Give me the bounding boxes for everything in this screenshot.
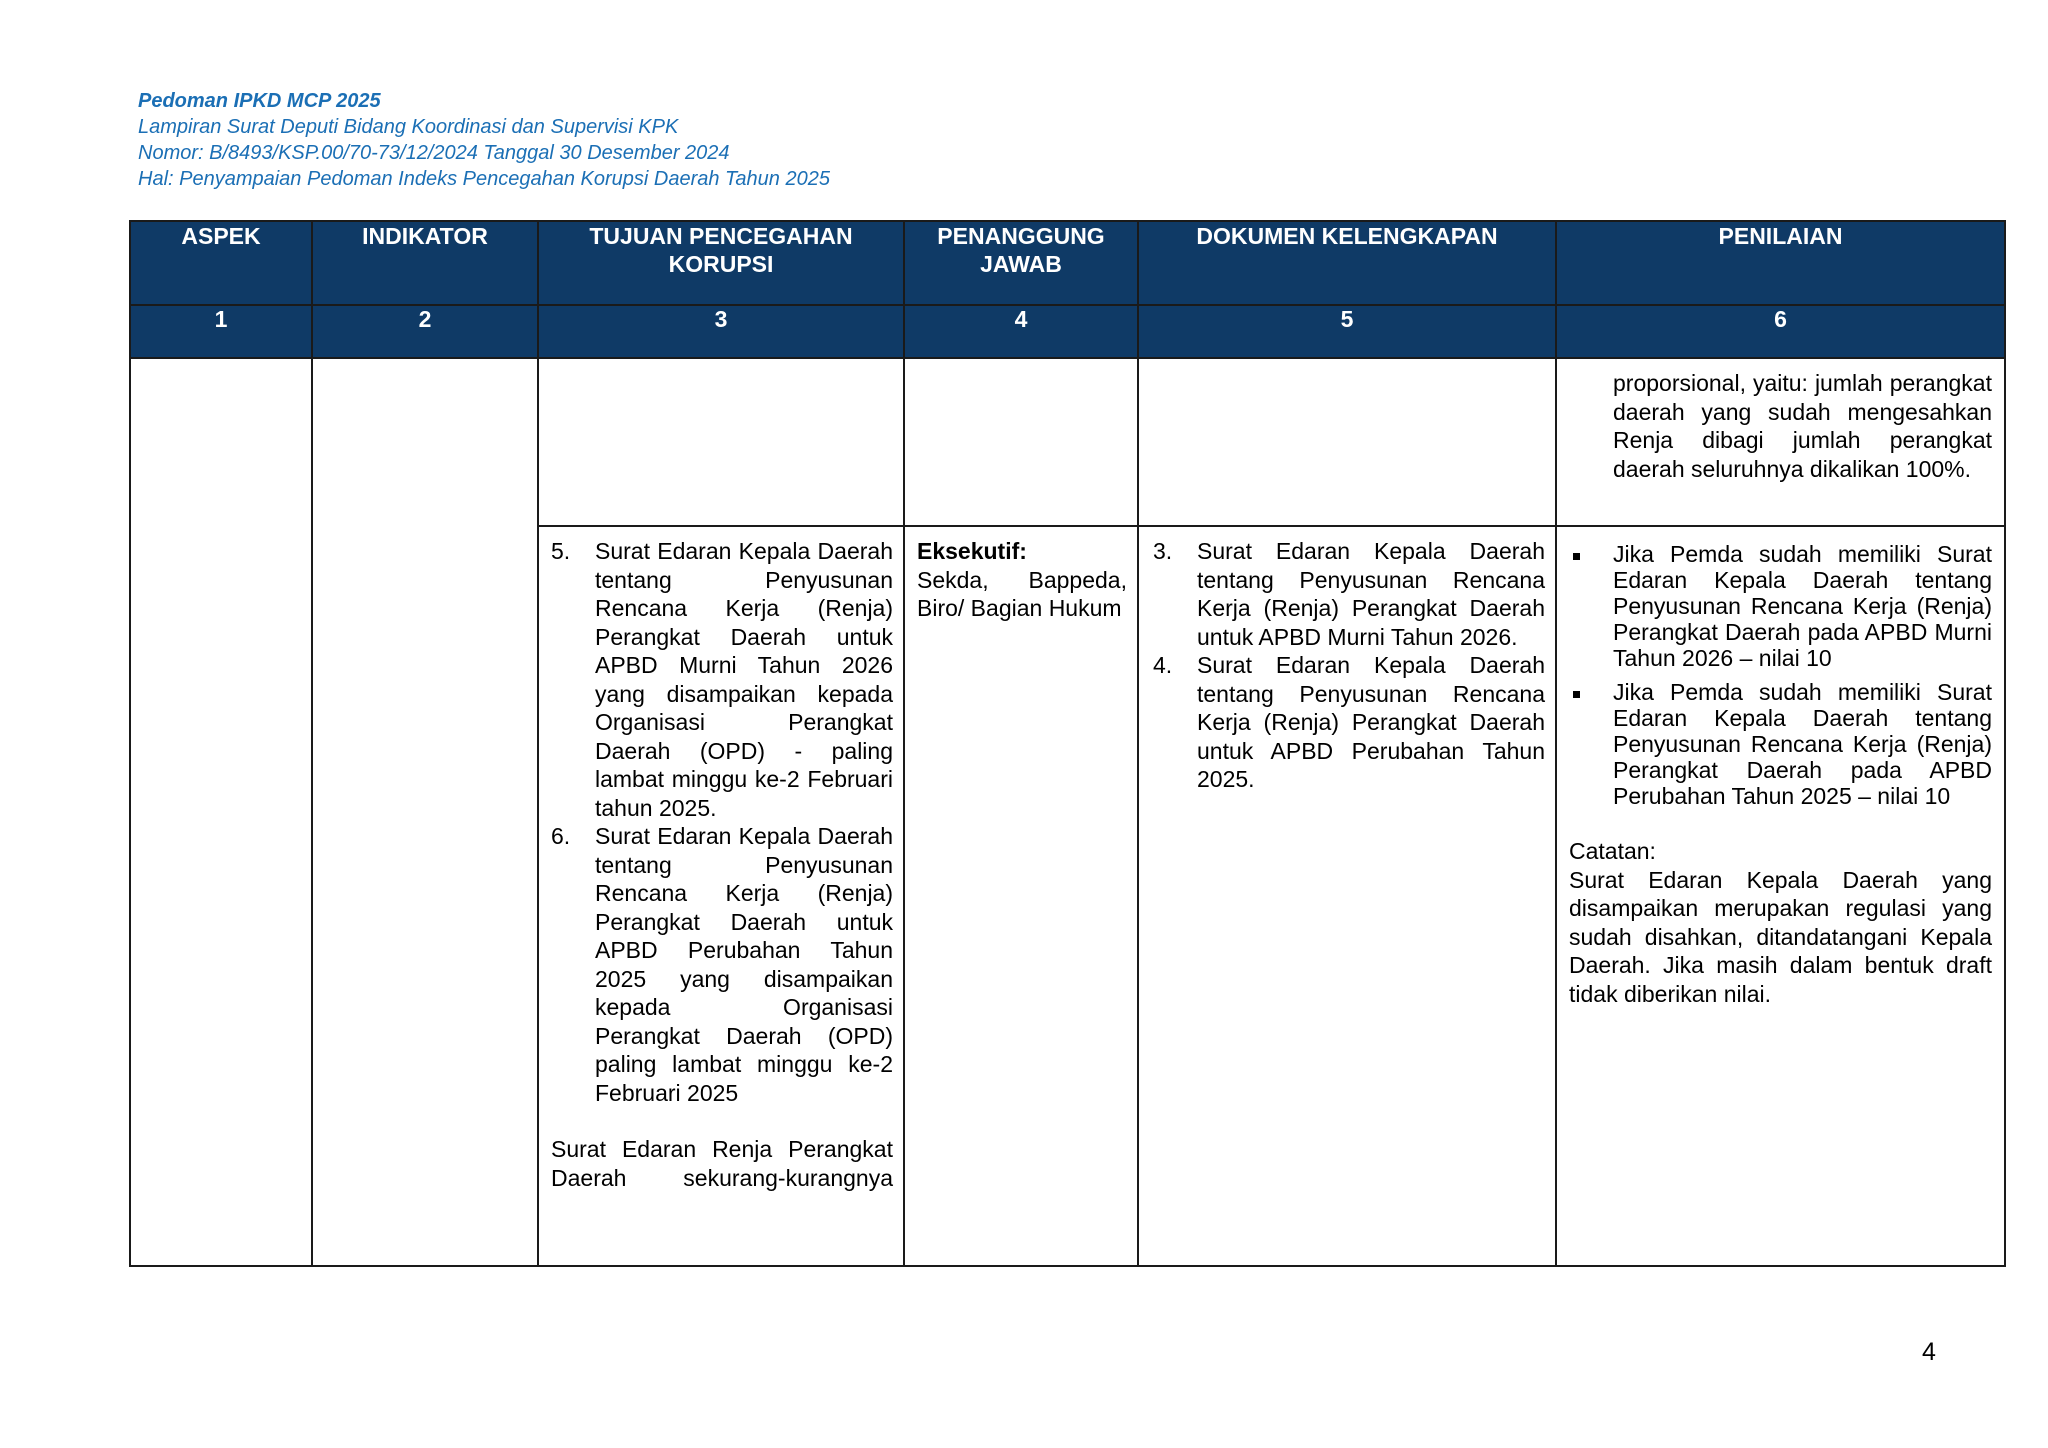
table-row bbox=[130, 358, 2005, 526]
tujuan-list bbox=[551, 537, 893, 1107]
penilaian-list bbox=[1569, 541, 1992, 809]
penanggung-label: Eksekutif: bbox=[917, 538, 1027, 564]
column-number-4: 4 bbox=[904, 305, 1138, 358]
column-number-5: 5 bbox=[1138, 305, 1556, 358]
list-item-text: Jika Pemda sudah memiliki Surat Edaran Kepala Daerah tentang Penyusunan Rencana Kerja (Renja) Perangkat Daerah pada APBD Perubahan Tahun 2025 – nilai 10 bbox=[1613, 679, 1992, 809]
list-item-number: 4. bbox=[1153, 652, 1173, 678]
dokumen-list bbox=[1153, 537, 1545, 794]
list-item-number: 6. bbox=[551, 823, 571, 849]
cell-tujuan bbox=[538, 526, 904, 1266]
list-item bbox=[551, 537, 893, 822]
list-item bbox=[551, 822, 893, 1107]
cell-tujuan-empty bbox=[538, 358, 904, 526]
cell-penanggung-empty bbox=[904, 358, 1138, 526]
page-number: 4 bbox=[1922, 1338, 1936, 1366]
column-header-tujuan: TUJUAN PENCEGAHAN KORUPSI bbox=[538, 221, 904, 305]
document-title: Pedoman IPKD MCP 2025 bbox=[138, 90, 381, 112]
column-header-penilaian: PENILAIAN bbox=[1556, 221, 2005, 305]
square-bullet-icon bbox=[1573, 553, 1580, 560]
header-line-nomor: Nomor: B/8493/KSP.00/70-73/12/2024 Tanggal 30 Desember 2024 bbox=[138, 142, 730, 164]
cell-dokumen-empty bbox=[1138, 358, 1556, 526]
penanggung-text: Sekda, Bappeda, Biro/ Bagian Hukum bbox=[917, 566, 1127, 621]
column-number-3: 3 bbox=[538, 305, 904, 358]
assessment-table bbox=[129, 220, 2006, 1267]
table-header-row bbox=[130, 221, 2005, 305]
list-item-number: 3. bbox=[1153, 538, 1173, 564]
list-item bbox=[1569, 541, 1992, 671]
column-number-6: 6 bbox=[1556, 305, 2005, 358]
column-number-2: 2 bbox=[312, 305, 538, 358]
column-header-dokumen: DOKUMEN KELENGKAPAN bbox=[1138, 221, 1556, 305]
list-item-number: 5. bbox=[551, 538, 571, 564]
cell-penanggung-jawab bbox=[904, 526, 1138, 1266]
header-line-hal: Hal: Penyampaian Pedoman Indeks Pencegahan Korupsi Daerah Tahun 2025 bbox=[138, 168, 830, 190]
square-bullet-icon bbox=[1573, 691, 1580, 698]
list-item bbox=[1569, 679, 1992, 809]
cell-indikator bbox=[312, 358, 538, 1266]
list-item-text: Surat Edaran Kepala Daerah tentang Penyusunan Rencana Kerja (Renja) Perangkat Daerah untuk APBD Perubahan Tahun 2025 yang disampaikan kepada Organisasi Perangkat Daerah (OPD) paling lambat minggu ke-2 Februari 2025 bbox=[595, 823, 893, 1106]
column-number-1: 1 bbox=[130, 305, 312, 358]
list-item bbox=[1153, 651, 1545, 794]
cell-aspek bbox=[130, 358, 312, 1266]
cell-penilaian bbox=[1556, 526, 2005, 1266]
tujuan-note: Surat Edaran Renja Perangkat Daerah sekurang-kurangnya bbox=[551, 1136, 893, 1191]
penilaian-continued-paragraph: proporsional, yaitu: jumlah perangkat daerah yang sudah mengesahkan Renja dibagi jumlah perangkat daerah seluruhnya dikalikan 100%. bbox=[1613, 370, 1992, 482]
list-item-text: Jika Pemda sudah memiliki Surat Edaran Kepala Daerah tentang Penyusunan Rencana Kerja (Renja) Perangkat Daerah pada APBD Murni Tahun 2026 – nilai 10 bbox=[1613, 541, 1992, 671]
catatan-label: Catatan: bbox=[1569, 838, 1656, 864]
catatan-text: Surat Edaran Kepala Daerah yang disampaikan merupakan regulasi yang sudah disahkan, ditandatangani Kepala Daerah. Jika masih dalam bentuk draft tidak diberikan nilai. bbox=[1569, 866, 1992, 1007]
table-number-row bbox=[130, 305, 2005, 358]
document-header bbox=[138, 88, 830, 192]
list-item-text: Surat Edaran Kepala Daerah tentang Penyusunan Rencana Kerja (Renja) Perangkat Daerah untuk APBD Murni Tahun 2026. bbox=[1197, 538, 1545, 650]
list-item-text: Surat Edaran Kepala Daerah tentang Penyusunan Rencana Kerja (Renja) Perangkat Daerah untuk APBD Perubahan Tahun 2025. bbox=[1197, 652, 1545, 792]
column-header-penanggung-jawab: PENANGGUNG JAWAB bbox=[904, 221, 1138, 305]
list-item-text: Surat Edaran Kepala Daerah tentang Penyusunan Rencana Kerja (Renja) Perangkat Daerah untuk APBD Murni Tahun 2026 yang disampaikan kepada Organisasi Perangkat Daerah (OPD) - paling lambat minggu ke-2 Februari tahun 2025. bbox=[595, 538, 893, 821]
column-header-indikator: INDIKATOR bbox=[312, 221, 538, 305]
cell-dokumen bbox=[1138, 526, 1556, 1266]
column-header-aspek: ASPEK bbox=[130, 221, 312, 305]
cell-penilaian-continued bbox=[1556, 358, 2005, 526]
list-item bbox=[1153, 537, 1545, 651]
header-line-lampiran: Lampiran Surat Deputi Bidang Koordinasi dan Supervisi KPK bbox=[138, 116, 679, 138]
